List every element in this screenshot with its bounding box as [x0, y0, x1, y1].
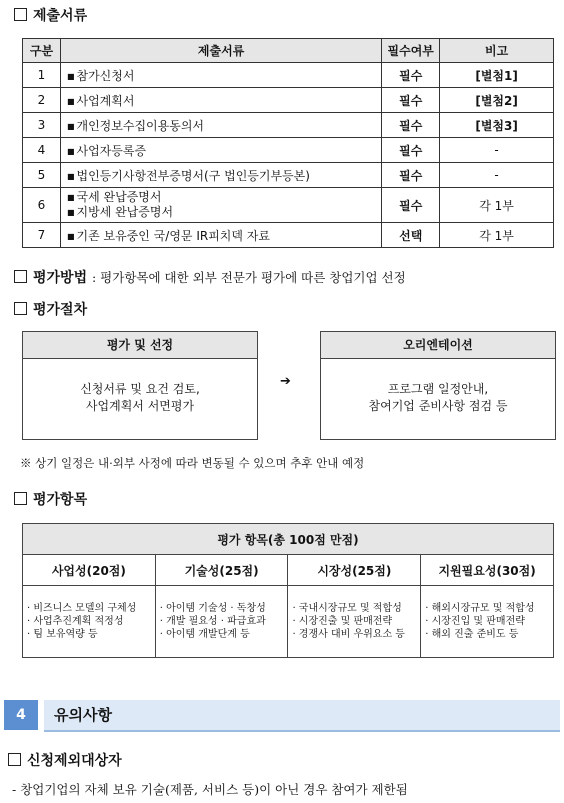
document-name-cell — [60, 113, 381, 138]
list-item: · 시장진입 및 판매전략 — [425, 616, 525, 627]
table-row — [23, 113, 554, 138]
remark: 각 1부 — [440, 223, 554, 248]
evaluation-table-title: 평가 항목(총 100점 만점) — [23, 524, 554, 555]
document-name-cell — [60, 88, 381, 113]
section-title-procedure: 평가절차 — [14, 301, 87, 319]
table-row — [23, 138, 554, 163]
list-item: · 아이템 기술성 · 독창성 — [159, 603, 266, 614]
document-name: 사업계획서 — [76, 93, 135, 108]
step-line: 사업계획서 서면평가 — [85, 399, 195, 413]
table-row — [23, 63, 554, 88]
remark: - — [440, 163, 554, 188]
step-line: 신청서류 및 요건 검토, — [80, 382, 200, 396]
category-technology: 기술성(25점) — [155, 555, 288, 586]
evaluation-table — [22, 523, 554, 658]
step-line: 프로그램 일정안내, — [387, 382, 489, 396]
header-remark: 비고 — [440, 39, 554, 63]
criteria-list — [288, 586, 421, 658]
bullet-icon: ■ — [66, 171, 75, 181]
category-support-need: 지원필요성(30점) — [421, 555, 554, 586]
document-name: 개인정보수집이용동의서 — [76, 118, 205, 133]
section-banner-title: 유의사항 — [44, 700, 560, 732]
required-status: 필수 — [382, 113, 440, 138]
row-number: 3 — [23, 113, 61, 138]
method-description: : 평가항목에 대한 외부 전문가 평가에 따른 창업기업 선정 — [91, 270, 406, 285]
bullet-icon: ■ — [66, 208, 75, 217]
remark: [별첨3] — [440, 113, 554, 138]
list-item: · 사업추진계획 적정성 — [27, 616, 124, 627]
step-title: 평가 및 선정 — [23, 332, 257, 359]
required-status: 필수 — [382, 138, 440, 163]
section-number-badge: 4 — [4, 700, 38, 730]
table-row — [23, 188, 554, 223]
arrow-right-icon: ➔ — [280, 374, 291, 389]
procedure-step-evaluation — [22, 331, 258, 440]
header-required: 필수여부 — [382, 39, 440, 63]
category-market: 시장성(25점) — [288, 555, 421, 586]
document-name: 기존 보유중인 국/영문 IR피치덱 자료 — [76, 228, 270, 243]
row-number: 4 — [23, 138, 61, 163]
bullet-icon: ■ — [66, 121, 75, 131]
document-name-cell — [60, 138, 381, 163]
document-name-cell — [60, 188, 381, 223]
bullet-icon: ■ — [66, 231, 75, 241]
list-item: · 국내시장규모 및 적합성 — [292, 603, 402, 614]
step-description — [321, 359, 555, 415]
required-status: 필수 — [382, 63, 440, 88]
document-name-cell — [60, 63, 381, 88]
table-row — [23, 223, 554, 248]
documents-table — [22, 38, 554, 248]
checkbox-square-icon — [8, 753, 21, 766]
document-name: 사업자등록증 — [76, 143, 147, 158]
list-item: · 비즈니스 모델의 구체성 — [27, 603, 137, 614]
row-number: 6 — [23, 188, 61, 223]
bullet-icon: ■ — [66, 96, 75, 106]
required-status: 필수 — [382, 188, 440, 223]
document-name-cell — [60, 223, 381, 248]
row-number: 7 — [23, 223, 61, 248]
schedule-note: ※ 상기 일정은 내·외부 사정에 따라 변동될 수 있으며 추후 안내 예정 — [20, 456, 365, 470]
list-item: · 팀 보유역량 등 — [27, 629, 98, 640]
checkbox-square-icon — [14, 302, 27, 315]
exclusion-description: - 창업기업의 자체 보유 기술(제품, 서비스 등)이 아닌 경우 참여가 제한됨 — [12, 782, 408, 797]
list-item: · 해외시장규모 및 적합성 — [425, 603, 535, 614]
documents-table-header — [23, 39, 554, 63]
list-item: · 시장진출 및 판매전략 — [292, 616, 393, 627]
bullet-icon: ■ — [66, 71, 75, 81]
remark: - — [440, 138, 554, 163]
remark: 각 1부 — [440, 188, 554, 223]
header-category: 구분 — [23, 39, 61, 63]
table-row — [23, 88, 554, 113]
table-row — [23, 163, 554, 188]
list-item: · 개발 필요성 · 파급효과 — [159, 616, 266, 627]
required-status: 필수 — [382, 88, 440, 113]
required-status: 필수 — [382, 163, 440, 188]
checkbox-square-icon — [14, 270, 27, 283]
document-name: 지방세 완납증명서 — [76, 205, 174, 219]
step-line: 참여기업 준비사항 점검 등 — [368, 399, 508, 413]
section-title-documents: 제출서류 — [14, 7, 87, 25]
section-title-items: 평가항목 — [14, 491, 87, 509]
document-name: 참가신청서 — [76, 68, 135, 83]
list-item: · 해외 진출 준비도 등 — [425, 629, 519, 640]
bullet-icon: ■ — [66, 193, 75, 202]
document-name: 국세 완납증명서 — [76, 190, 162, 204]
bullet-icon: ■ — [66, 146, 75, 156]
step-description — [23, 359, 257, 415]
document-name: 법인등기사항전부증명서(구 법인등기부등본) — [76, 168, 310, 183]
criteria-list — [155, 586, 288, 658]
required-status: 선택 — [382, 223, 440, 248]
row-number: 5 — [23, 163, 61, 188]
criteria-list — [421, 586, 554, 658]
row-number: 2 — [23, 88, 61, 113]
procedure-step-orientation — [320, 331, 556, 440]
checkbox-square-icon — [14, 492, 27, 505]
header-document: 제출서류 — [60, 39, 381, 63]
section-title-method: 평가방법 : 평가항목에 대한 외부 전문가 평가에 따른 창업기업 선정 — [14, 269, 406, 287]
step-title: 오리엔테이션 — [321, 332, 555, 359]
category-business: 사업성(20점) — [23, 555, 156, 586]
remark: [별첨2] — [440, 88, 554, 113]
remark: [별첨1] — [440, 63, 554, 88]
document-name-cell — [60, 163, 381, 188]
row-number: 1 — [23, 63, 61, 88]
list-item: · 아이템 개발단계 등 — [159, 629, 250, 640]
section-title-exclusion: 신청제외대상자 — [8, 752, 122, 770]
list-item: · 경쟁사 대비 우위요소 등 — [292, 629, 405, 640]
checkbox-square-icon — [14, 8, 27, 21]
criteria-list — [23, 586, 156, 658]
